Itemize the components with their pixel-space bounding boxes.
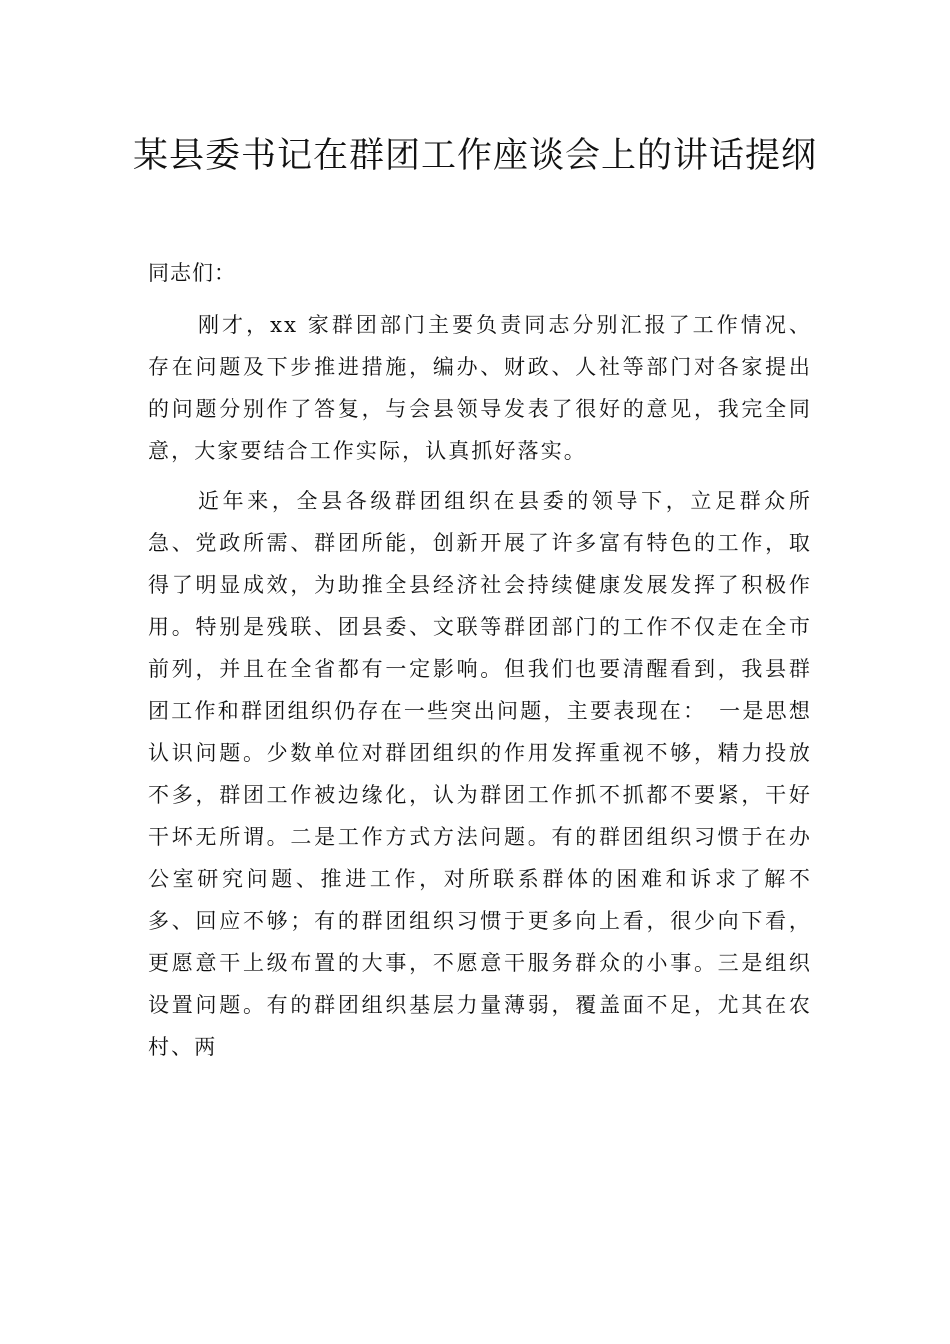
document-title: 某县委书记在群团工作座谈会上的讲话提纲: [132, 136, 817, 176]
salutation: 同志们：: [148, 261, 236, 285]
body-paragraph: 近年来，全县各级群团组织在县委的领导下，立足群众所急、党政所需、群团所能，创新开展了许多富有特色的工作，取得了明显成效，为助推全县经济社会持续健康发展发挥了积极作用。特别是残联、团县委、文联等群团部门的工作不仅走在全市前列，并且在全省都有一定影响。但我们也要清醒看到，我县群团工作和群团组织仍存在一些突出问题，主要表现在： 一是思想认识问题。少数单位对群团组织的作用发挥重视不够，精力投放不多，群团工作被边缘化，认为群团工作抓不抓都不要紧，干好干坏无所谓。二是工作方式方法问题。有的群团组织习惯于在办公室研究问题、推进工作，对所联系群体的困难和诉求了解不多、回应不够；有的群团组织习惯于更多向上看，很少向下看，更愿意干上级布置的大事，不愿意干服务群众的小事。三是组织设置问题。有的群团组织基层力量薄弱，覆盖面不足，尤其在农村、两: [148, 489, 812, 1059]
body-paragraph: 刚才，xx 家群团部门主要负责同志分别汇报了工作情况、存在问题及下步推进措施，编办、财政、人社等部门对各家提出的问题分别作了答复，与会县领导发表了很好的意见，我完全同意，大家要结合工作实际，认真抓好落实。: [148, 313, 812, 463]
